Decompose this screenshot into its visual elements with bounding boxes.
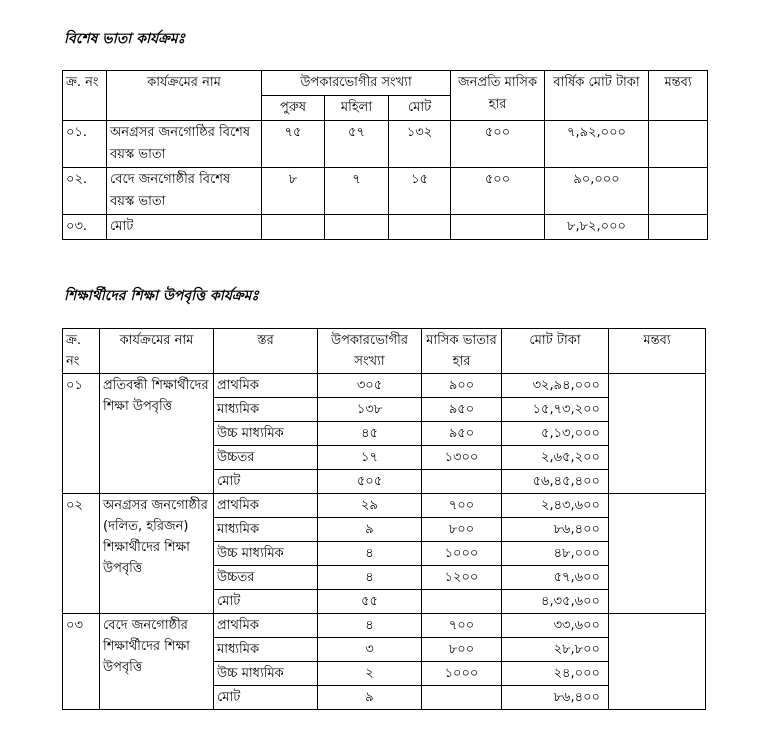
row-female: ৫৭ (325, 121, 389, 168)
header-annual-total: বার্ষিক মোট টাকা (545, 71, 649, 121)
row-rate: ১০০০ (422, 662, 502, 686)
header-remarks: মন্তব্য (609, 329, 706, 374)
row-amount: ১৫,৭৩,২০০ (502, 398, 609, 422)
table-row (63, 614, 706, 638)
row-amount: ২,৬৫,২০০ (502, 446, 609, 470)
row-level: মোট (214, 590, 318, 614)
row-total (389, 215, 451, 240)
row-amount: ৮,৮২,০০০ (545, 215, 649, 240)
header-monthly-rate: জনপ্রতি মাসিক হার (451, 71, 545, 121)
row-sl: ০২. (63, 168, 107, 215)
row-amount: ৫,১৩,০০০ (502, 422, 609, 446)
header-program: কার্যক্রমের নাম (100, 329, 214, 374)
row-level: মাধ্যমিক (214, 638, 318, 662)
row-count: ৪ (318, 542, 422, 566)
row-amount: ৩২,৯৪,০০০ (502, 374, 609, 398)
row-amount: ২৪,০০০ (502, 662, 609, 686)
row-rate (422, 686, 502, 710)
row-total: ১৩২ (389, 121, 451, 168)
header-sl: ক্র. নং (63, 329, 100, 374)
row-remarks (649, 168, 708, 215)
row-level: প্রাথমিক (214, 494, 318, 518)
row-amount: ৩৩,৬০০ (502, 614, 609, 638)
row-rate: ১০০০ (422, 542, 502, 566)
row-amount: ৪৮,০০০ (502, 542, 609, 566)
header-sl: ক্র. নং (63, 71, 107, 121)
group-remarks (609, 494, 706, 614)
header-remarks: মন্তব্য (649, 71, 708, 121)
row-rate (451, 215, 545, 240)
row-count: ২৯ (318, 494, 422, 518)
group-remarks (609, 374, 706, 494)
row-level: উচ্চতর (214, 566, 318, 590)
group-sl: ০২ (63, 494, 100, 614)
header-female: মহিলা (325, 96, 389, 121)
row-rate: ৯০০ (422, 374, 502, 398)
row-level: উচ্চ মাধ্যমিক (214, 662, 318, 686)
row-amount: ৫৬,৪৫,৪০০ (502, 470, 609, 494)
group-program-name: অনগ্রসর জনগোষ্ঠীর (দলিত, হরিজন) শিক্ষার্থীদের শিক্ষা উপবৃত্তি (100, 494, 214, 614)
row-level: মোট (214, 686, 318, 710)
section2-heading: শিক্ষার্থীদের শিক্ষা উপবৃত্তি কার্যক্রমঃ (64, 288, 259, 304)
header-total-amount: মোট টাকা (502, 329, 609, 374)
row-male (262, 215, 325, 240)
row-amount: ৮৬,৪০০ (502, 686, 609, 710)
row-amount: ৯০,০০০ (545, 168, 649, 215)
header-beneficiaries: উপকারভোগীর সংখ্যা (318, 329, 422, 374)
row-count: ১৭ (318, 446, 422, 470)
row-amount: ২,৪৩,৬০০ (502, 494, 609, 518)
row-female (325, 215, 389, 240)
stipend-table (62, 328, 706, 710)
row-count: ৫০৫ (318, 470, 422, 494)
row-sl: ০১. (63, 121, 107, 168)
row-level: মাধ্যমিক (214, 518, 318, 542)
row-male: ৭৫ (262, 121, 325, 168)
row-rate: ৯৫০ (422, 422, 502, 446)
row-level: প্রাথমিক (214, 374, 318, 398)
row-count: ৯ (318, 686, 422, 710)
row-level: উচ্চ মাধ্যমিক (214, 542, 318, 566)
row-rate: ৯৫০ (422, 398, 502, 422)
table-row (63, 168, 708, 215)
row-rate: ৮০০ (422, 518, 502, 542)
row-count: ৩০৫ (318, 374, 422, 398)
row-rate: ৭০০ (422, 614, 502, 638)
row-program-name: মোট (107, 215, 262, 240)
header-beneficiaries: উপকারভোগীর সংখ্যা (262, 71, 451, 96)
row-level: উচ্চতর (214, 446, 318, 470)
row-rate: ১২০০ (422, 566, 502, 590)
group-program-name: প্রতিবন্ধী শিক্ষার্থীদের শিক্ষা উপবৃত্তি (100, 374, 214, 494)
row-rate: ৫০০ (451, 121, 545, 168)
section1-heading: বিশেষ ভাতা কার্যক্রমঃ (64, 31, 186, 47)
row-remarks (649, 215, 708, 240)
row-count: ৫৫ (318, 590, 422, 614)
row-sl: ০৩. (63, 215, 107, 240)
row-total: ১৫ (389, 168, 451, 215)
group-sl: ০৩ (63, 614, 100, 710)
row-count: ৯ (318, 518, 422, 542)
row-count: ৪ (318, 566, 422, 590)
row-remarks (649, 121, 708, 168)
row-count: ৪৫ (318, 422, 422, 446)
group-sl: ০১ (63, 374, 100, 494)
group-program-name: বেদে জনগোষ্ঠীর শিক্ষার্থীদের শিক্ষা উপবৃত্তি (100, 614, 214, 710)
row-level: উচ্চ মাধ্যমিক (214, 422, 318, 446)
row-rate (422, 470, 502, 494)
row-count: ৪ (318, 614, 422, 638)
row-amount: ৪,৩৫,৬০০ (502, 590, 609, 614)
header-program: কার্যক্রমের নাম (107, 71, 262, 121)
row-rate: ৭০০ (422, 494, 502, 518)
row-amount: ৮৬,৪০০ (502, 518, 609, 542)
header-level: স্তর (214, 329, 318, 374)
row-amount: ৭,৯২,০০০ (545, 121, 649, 168)
table-row (63, 494, 706, 518)
group-remarks (609, 614, 706, 710)
row-program-name: অনগ্রসর জনগোষ্ঠির বিশেষ বয়স্ক ভাতা (107, 121, 262, 168)
row-program-name: বেদে জনগোষ্ঠীর বিশেষ বয়স্ক ভাতা (107, 168, 262, 215)
table-row (63, 374, 706, 398)
row-count: ৩ (318, 638, 422, 662)
row-amount: ৫৭,৬০০ (502, 566, 609, 590)
row-level: মোট (214, 470, 318, 494)
table-row (63, 121, 708, 168)
header-male: পুরুষ (262, 96, 325, 121)
row-rate (422, 590, 502, 614)
row-rate: ১৩০০ (422, 446, 502, 470)
special-allowance-table (62, 70, 708, 240)
row-level: প্রাথমিক (214, 614, 318, 638)
row-count: ১৩৮ (318, 398, 422, 422)
header-total: মোট (389, 96, 451, 121)
table-row-total (63, 215, 708, 240)
row-amount: ২৮,৮০০ (502, 638, 609, 662)
row-count: ২ (318, 662, 422, 686)
row-level: মাধ্যমিক (214, 398, 318, 422)
row-female: ৭ (325, 168, 389, 215)
row-rate: ৮০০ (422, 638, 502, 662)
row-male: ৮ (262, 168, 325, 215)
row-rate: ৫০০ (451, 168, 545, 215)
header-monthly-rate: মাসিক ভাতার হার (422, 329, 502, 374)
